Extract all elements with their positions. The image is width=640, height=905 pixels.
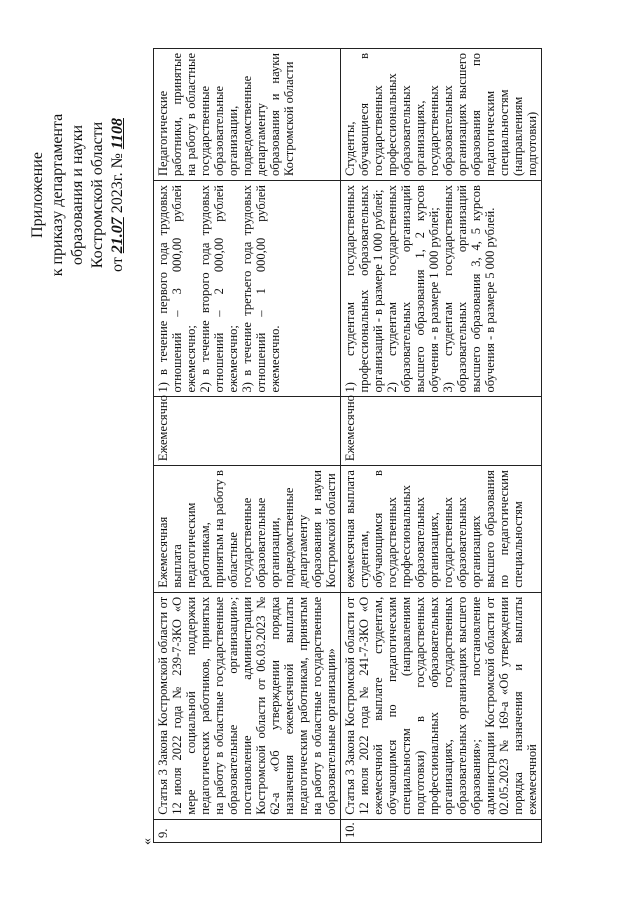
appendix-header [28,40,128,350]
row-number: 10. [341,819,542,842]
amount-item: 2) студентам государственных образовательных организаций высшего образования 1, 2 курсов обучения - в размере 1 000 рублей; [385,185,441,393]
appendix-title: Приложение [29,152,46,238]
recipients: Педагогические работники, принятые на работу в областные государственные образовательные организации, подведомственные департаменту образования и науки Костромской области [154,49,341,181]
recipients: Студенты, обучающиеся в государственных профессиональных образовательных организациях, государственных образовательных организациях высшего образования по педагогическим специальностям (направлениям подготовки) [341,49,542,181]
legal-basis: Статья 3 Закона Костромской области от 12 июля 2022 года № 239-7-ЗКО «О мере социальной поддержки педагогических работников, принятых на работу в областные государственные образовательные организации»; постановление администрации Костромской области от 06.03.2023 № 62-а «Об утверждении порядка назначения ежемесячной выплаты педагогическим работникам, принятым на работу в областные государственные образовательные организации» [154,592,341,819]
date-prefix: от [109,257,126,272]
handwritten-date: 21.07 [109,217,126,254]
payment-amount [154,181,341,397]
payment-amount [341,181,542,397]
region-line: Костромской области [89,121,106,269]
date-line [108,40,128,350]
amount-item: 1) студентам государственных профессиональных образовательных организаций - в размере 1 000 рублей; [343,185,385,393]
payments-table [153,48,542,843]
table-row [154,49,341,843]
payment-period: Ежемесячно [154,397,341,466]
payment-period: Ежемесячно [341,397,542,466]
amount-item: 3) студентам государственных образовательных организаций высшего образования 3, 4, 5 курсов обучения - в размере 5 000 рублей. [441,185,497,393]
legal-basis: Статья 3 Закона Костромской области от 12 июля 2022 года № 241-7-ЗКО «О ежемесячной выплате студентам, обучающимся по педагогическим специальностям (направлениям подготовки) в государственных профессиональных образовательных организациях, государственных образовательных организациях высшего образования»; постановление администрации Костромской области от 02.05.2023 № 169-а «Об утверждении порядка назначения и выплаты ежемесячной [341,592,542,819]
department-line: образования и науки [69,124,86,266]
date-suffix: 2023г. № [109,153,126,214]
amount-item: 3) в течение третьего года трудовых отношений – 1 000,00 рублей ежемесячно. [240,185,282,393]
payment-type: ежемесячная выплата студентам, обучающимся в государственных профессиональных образовательных организациях, государственных образовательных организациях высшего образования по педагогическим специальностям [341,466,542,593]
amount-item: 2) в течение второго года трудовых отношений – 2 000,00 рублей ежемесячно; [198,185,240,393]
amount-item: 1) в течение первого года трудовых отношений – 3 000,00 рублей ежемесячно; [156,185,198,393]
row-number: 9. [154,819,341,842]
order-line: к приказу департамента [49,113,66,277]
handwritten-number: 1108 [109,118,126,150]
payment-type: Ежемесячная выплата педагогическим работникам, принятым на работу в областные государственные образовательные организации, подведомственные департаменту образования и науки Костромской области [154,466,341,593]
table-row [341,49,542,843]
opening-quote: « [140,838,155,845]
